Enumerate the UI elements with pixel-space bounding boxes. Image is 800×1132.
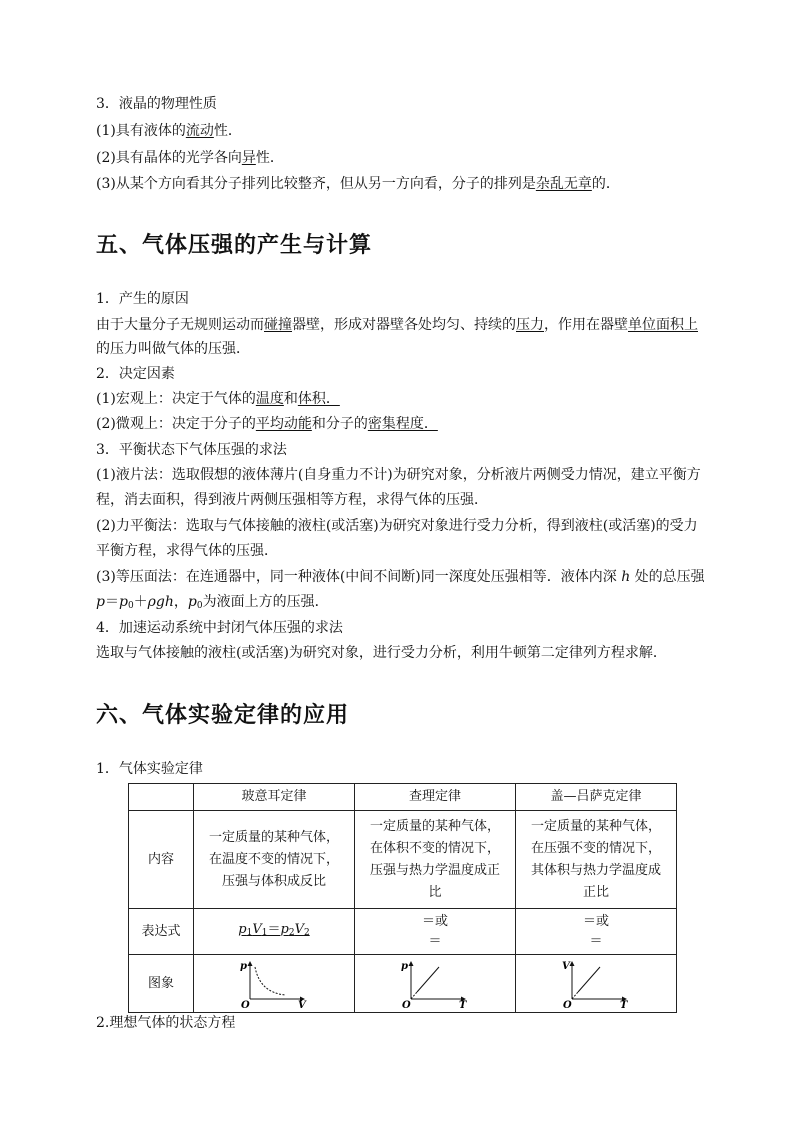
content-gay-lussac: 一定质量的某种气体， 在压强不变的情况下， 其体积与热力学温度成 正比 [516, 811, 677, 909]
s5-method-a2: 程，消去面积，得到液片两侧压强相等方程，求得气体的压强． [96, 492, 488, 508]
lc-title: 3．液晶的物理性质 [96, 96, 217, 112]
s5-cause-title: 1．产生的原因 [96, 291, 189, 307]
axis-label-x: T [620, 999, 628, 1009]
axis-label-x: T [459, 999, 467, 1009]
section5-heading: 五、气体压强的产生与计算 [96, 233, 373, 258]
header-boyle: 玻意耳定律 [194, 784, 355, 811]
boyle-isotherm-graph [238, 959, 310, 1009]
content-boyle: 一定质量的某种气体， 在温度不变的情况下， 压强与体积成反比 [194, 811, 355, 909]
s5-method-c1: (3)等压面法：在连通器中，同一种液体(中间不间断)同一深度处压强相等．液体内深 h 处的总压强 [96, 569, 705, 585]
s5-method-title: 3．平衡状态下气体压强的求法 [96, 442, 287, 458]
graph-gay-lussac-cell [516, 955, 677, 1013]
content-charles: 一定质量的某种气体， 在体积不变的情况下， 压强与热力学温度成正 比 [355, 811, 516, 909]
charles-isochore-graph [399, 959, 471, 1009]
table-row-content [129, 811, 677, 909]
header-charles: 查理定律 [355, 784, 516, 811]
axis-label-x: V [298, 999, 306, 1009]
axis-origin: O [563, 999, 572, 1009]
gas-laws-table [128, 783, 677, 1013]
table-row-graph [129, 955, 677, 1013]
s5-accel-text: 选取与气体接触的液柱(或活塞)为研究对象，进行受力分析，利用牛顿第二定律列方程求解． [96, 645, 667, 661]
s5-cause-line1: 由于大量分子无规则运动而碰撞器壁，形成对器壁各处均匀、持续的压力，作用在器壁单位面积上 [96, 317, 698, 333]
lc-p3: (3)从某个方向看其分子排列比较整齐，但从另一方向看，分子的排列是杂乱无章的． [96, 176, 620, 192]
graph-boyle-cell [194, 955, 355, 1013]
axis-origin: O [241, 999, 250, 1009]
row-label-expression: 表达式 [129, 909, 194, 955]
s5-method-a1: (1)液片法：选取假想的液体薄片(自身重力不计)为研究对象，分析液片两侧受力情况，建立平衡方 [96, 467, 701, 483]
expr-charles: ＝或 ＝ [355, 909, 516, 955]
s5-accel-title: 4．加速运动系统中封闭气体压强的求法 [96, 620, 343, 636]
gay-lussac-isobar-graph [560, 959, 632, 1009]
s6-ideal-gas-title: 2.理想气体的状态方程 [96, 1015, 236, 1031]
axis-label-y: p [401, 960, 408, 972]
lc-p1: (1)具有液体的流动性． [96, 123, 242, 139]
header-gay-lussac: 盖—吕萨克定律 [516, 784, 677, 811]
axis-label-y: p [240, 960, 247, 972]
s6-laws-title: 1．气体实验定律 [96, 761, 203, 777]
section6-heading: 六、气体实验定律的应用 [96, 703, 350, 728]
expr-gay-lussac: ＝或 ＝ [516, 909, 677, 955]
s5-method-b2: 平衡方程，求得气体的压强． [96, 543, 278, 559]
s5-method-b1: (2)力平衡法：选取与气体接触的液柱(或活塞)为研究对象进行受力分析，得到液柱(或活塞)的受力 [96, 518, 698, 534]
axis-label-y: V [562, 960, 570, 972]
table-header-row [129, 784, 677, 811]
s5-factor-title: 2．决定因素 [96, 366, 175, 382]
lc-p2: (2)具有晶体的光学各向异性． [96, 150, 284, 166]
s5-factor-micro: (2)微观上：决定于分子的平均动能和分子的密集程度． [96, 416, 438, 432]
table-row-expression [129, 909, 677, 955]
s5-method-c2: $p=p_0+\rho gh$，$p_0$为液面上方的压强． [96, 594, 329, 611]
graph-charles-cell [355, 955, 516, 1013]
row-label-graph: 图象 [129, 955, 194, 1013]
s5-cause-line2: 的压力叫做气体的压强． [96, 341, 250, 357]
axis-origin: O [402, 999, 411, 1009]
table-header-empty [129, 784, 194, 811]
row-label-content: 内容 [129, 811, 194, 909]
expr-boyle: $p_1V_1=p_2V_2$ [194, 909, 355, 955]
s5-factor-macro: (1)宏观上：决定于气体的温度和体积． [96, 391, 340, 407]
